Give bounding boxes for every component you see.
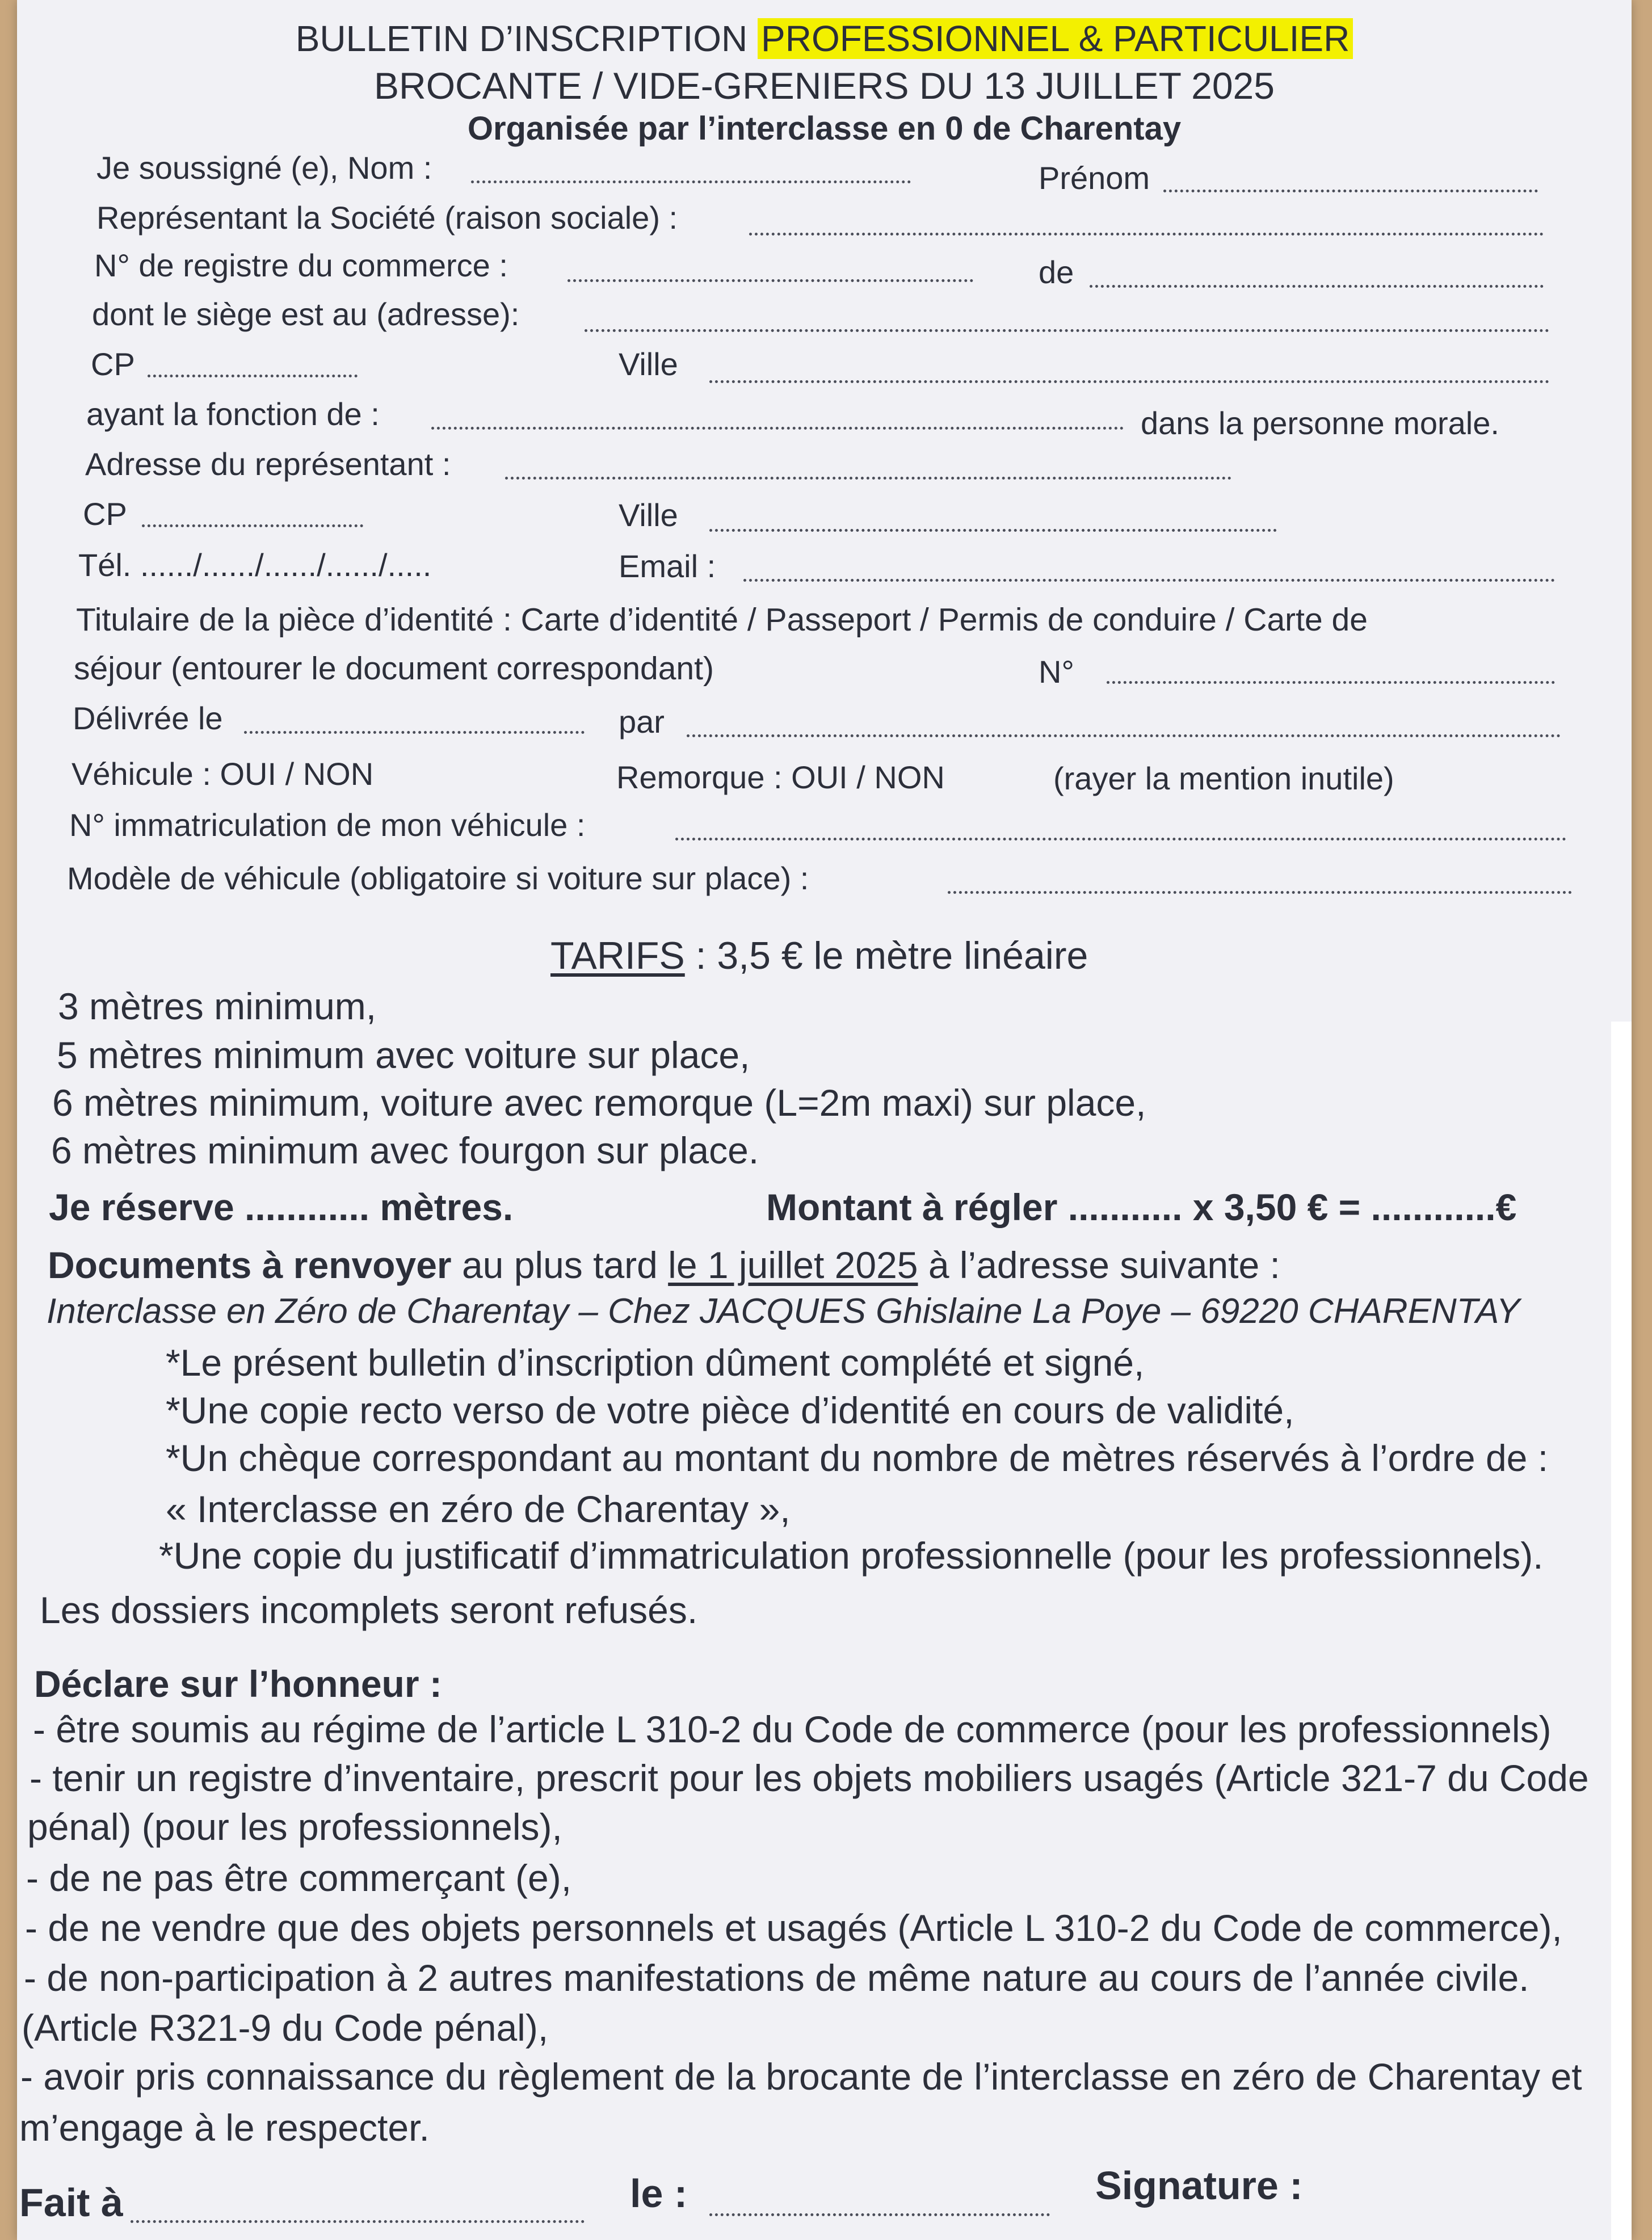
field-registre-input[interactable] (568, 279, 973, 282)
documents-heading (48, 1246, 1280, 1284)
field-nom-label: Je soussigné (e), Nom : (96, 150, 432, 186)
field-registre-de-label: de (1039, 254, 1074, 290)
delivree-label: Délivrée le (73, 700, 223, 736)
field-cp2-input[interactable] (142, 524, 363, 527)
declaration-line: - être soumis au régime de l’article L 310-2 du Code de commerce (pour les professionnels) (33, 1708, 1552, 1750)
documents-address: Interclasse en Zéro de Charentay – Chez JACQUES Ghislaine La Poye – 69220 CHARENTAY (47, 1292, 1520, 1331)
piece-identite-line2: séjour (entourer le document correspondant) (74, 650, 714, 687)
reserve-line (49, 1188, 513, 1226)
field-adresse-rep-label: Adresse du représentant : (85, 446, 451, 482)
field-tel[interactable]: Tél. ....../....../....../....../..... (78, 547, 432, 583)
document-item: *Un chèque correspondant au montant du nombre de mètres réservés à l’ordre de : (166, 1437, 1549, 1479)
field-ville-input[interactable] (709, 380, 1549, 383)
date-input[interactable] (709, 2213, 1050, 2216)
par-input[interactable] (687, 734, 1561, 737)
piece-num-input[interactable] (1107, 681, 1555, 684)
event-subtitle: BROCANTE / VIDE-GRENIERS DU 13 JUILLET 2025 (374, 65, 1275, 107)
tarifs-text: : 3,5 € le mètre linéaire (684, 934, 1088, 977)
modele-label: Modèle de véhicule (obligatoire si voiture sur place) : (67, 860, 809, 896)
field-fonction-input[interactable] (431, 427, 1124, 430)
field-registre-label: N° de registre du commerce : (94, 247, 508, 283)
immat-input[interactable] (675, 838, 1566, 840)
field-ville2-label: Ville (619, 497, 678, 533)
paper-edge (1611, 1022, 1632, 2240)
title-prefix: BULLETIN D’INSCRIPTION (295, 18, 748, 59)
fait-a-label: Fait à (19, 2180, 123, 2225)
montant-line[interactable]: Montant à régler ........... x 3,50 € = ............€ (766, 1186, 1517, 1228)
field-adresse-rep-input[interactable] (505, 477, 1231, 480)
tarif-rule: 6 mètres minimum avec fourgon sur place. (51, 1129, 759, 1171)
field-prenom-input[interactable] (1163, 190, 1538, 192)
field-societe-label: Représentant la Société (raison sociale) : (96, 200, 678, 236)
reserve-prefix: Je réserve (49, 1186, 234, 1228)
remorque-choice[interactable]: Remorque : OUI / NON (616, 759, 945, 795)
field-societe-input[interactable] (749, 233, 1544, 236)
declaration-line: - de ne pas être commerçant (e), (26, 1857, 572, 1899)
field-siege-input[interactable] (585, 329, 1549, 332)
immat-label: N° immatriculation de mon véhicule : (69, 807, 586, 843)
registration-form (17, 0, 1632, 2240)
documents-bold: Documents à renvoyer (48, 1244, 452, 1286)
incomplete-notice: Les dossiers incomplets seront refusés. (40, 1589, 698, 1631)
field-siege-label: dont le siège est au (adresse): (92, 296, 520, 332)
organizer: Organisée par l’interclasse en 0 de Charentay (467, 110, 1182, 147)
par-label: par (619, 704, 665, 739)
documents-end: à l’adresse suivante : (918, 1244, 1280, 1286)
tarif-rule: 5 mètres minimum avec voiture sur place, (57, 1034, 750, 1076)
tarif-rule: 6 mètres minimum, voiture avec remorque (L=2m maxi) sur place, (52, 1082, 1146, 1124)
declaration-line: - de non-participation à 2 autres manifestations de même nature au cours de l’année civile. (24, 1957, 1529, 1999)
field-fonction-suffix: dans la personne morale. (1141, 405, 1499, 441)
document-item: *Le présent bulletin d’inscription dûment complété et signé, (166, 1342, 1145, 1384)
delivree-input[interactable] (244, 731, 585, 734)
declaration-line: (Article R321-9 du Code pénal), (22, 2007, 549, 2049)
vehicule-choice[interactable]: Véhicule : OUI / NON (72, 756, 374, 792)
document-item: « Interclasse en zéro de Charentay », (166, 1488, 791, 1530)
declaration-title: Déclare sur l’honneur : (34, 1663, 442, 1705)
document-item: *Une copie recto verso de votre pièce d’identité en cours de validité, (166, 1389, 1294, 1431)
declaration-line: - tenir un registre d’inventaire, prescrit pour les objets mobiliers usagés (Article 321-7 du Code (30, 1757, 1589, 1799)
field-ville2-input[interactable] (709, 529, 1277, 532)
field-ville-label: Ville (619, 346, 678, 382)
rayer-note: (rayer la mention inutile) (1053, 760, 1394, 796)
date-label: le : (630, 2171, 688, 2216)
field-prenom-label: Prénom (1039, 160, 1150, 196)
fait-a-input[interactable] (131, 2220, 585, 2223)
tarifs-label: TARIFS (550, 934, 685, 977)
field-cp-label: CP (91, 346, 135, 382)
field-registre-de-input[interactable] (1090, 285, 1544, 288)
field-email-label: Email : (619, 548, 716, 584)
piece-num-label: N° (1039, 654, 1074, 690)
title-highlight: PROFESSIONNEL & PARTICULIER (758, 18, 1353, 59)
declaration-line: - de ne vendre que des objets personnels et usagés (Article L 310-2 du Code de commerce), (25, 1907, 1562, 1949)
modele-input[interactable] (948, 891, 1572, 894)
tarifs-heading (550, 936, 1088, 975)
documents-date: le 1 juillet 2025 (668, 1244, 918, 1286)
field-nom-input[interactable] (471, 180, 911, 183)
declaration-line: m’engage à le respecter. (19, 2107, 430, 2149)
field-cp2-label: CP (83, 496, 127, 532)
declaration-line: pénal) (pour les professionnels), (27, 1806, 562, 1848)
reserve-input[interactable]: ............ (245, 1186, 370, 1228)
declaration-line: - avoir pris connaissance du règlement de la brocante de l’interclasse en zéro de Charentay et (20, 2056, 1582, 2098)
documents-mid: au plus tard (451, 1244, 669, 1286)
tarif-rule: 3 mètres minimum, (58, 985, 377, 1027)
field-fonction-label: ayant la fonction de : (86, 396, 380, 432)
reserve-suffix: mètres. (380, 1186, 514, 1228)
field-email-input[interactable] (743, 579, 1555, 582)
form-title (17, 20, 1632, 57)
piece-identite-line1: Titulaire de la pièce d’identité : Carte d’identité / Passeport / Permis de conduire / Carte de (76, 602, 1368, 638)
field-cp-input[interactable] (148, 375, 358, 377)
document-item: *Une copie du justificatif d’immatriculation professionnelle (pour les professionnels). (159, 1535, 1544, 1577)
signature-label: Signature : (1095, 2163, 1303, 2208)
